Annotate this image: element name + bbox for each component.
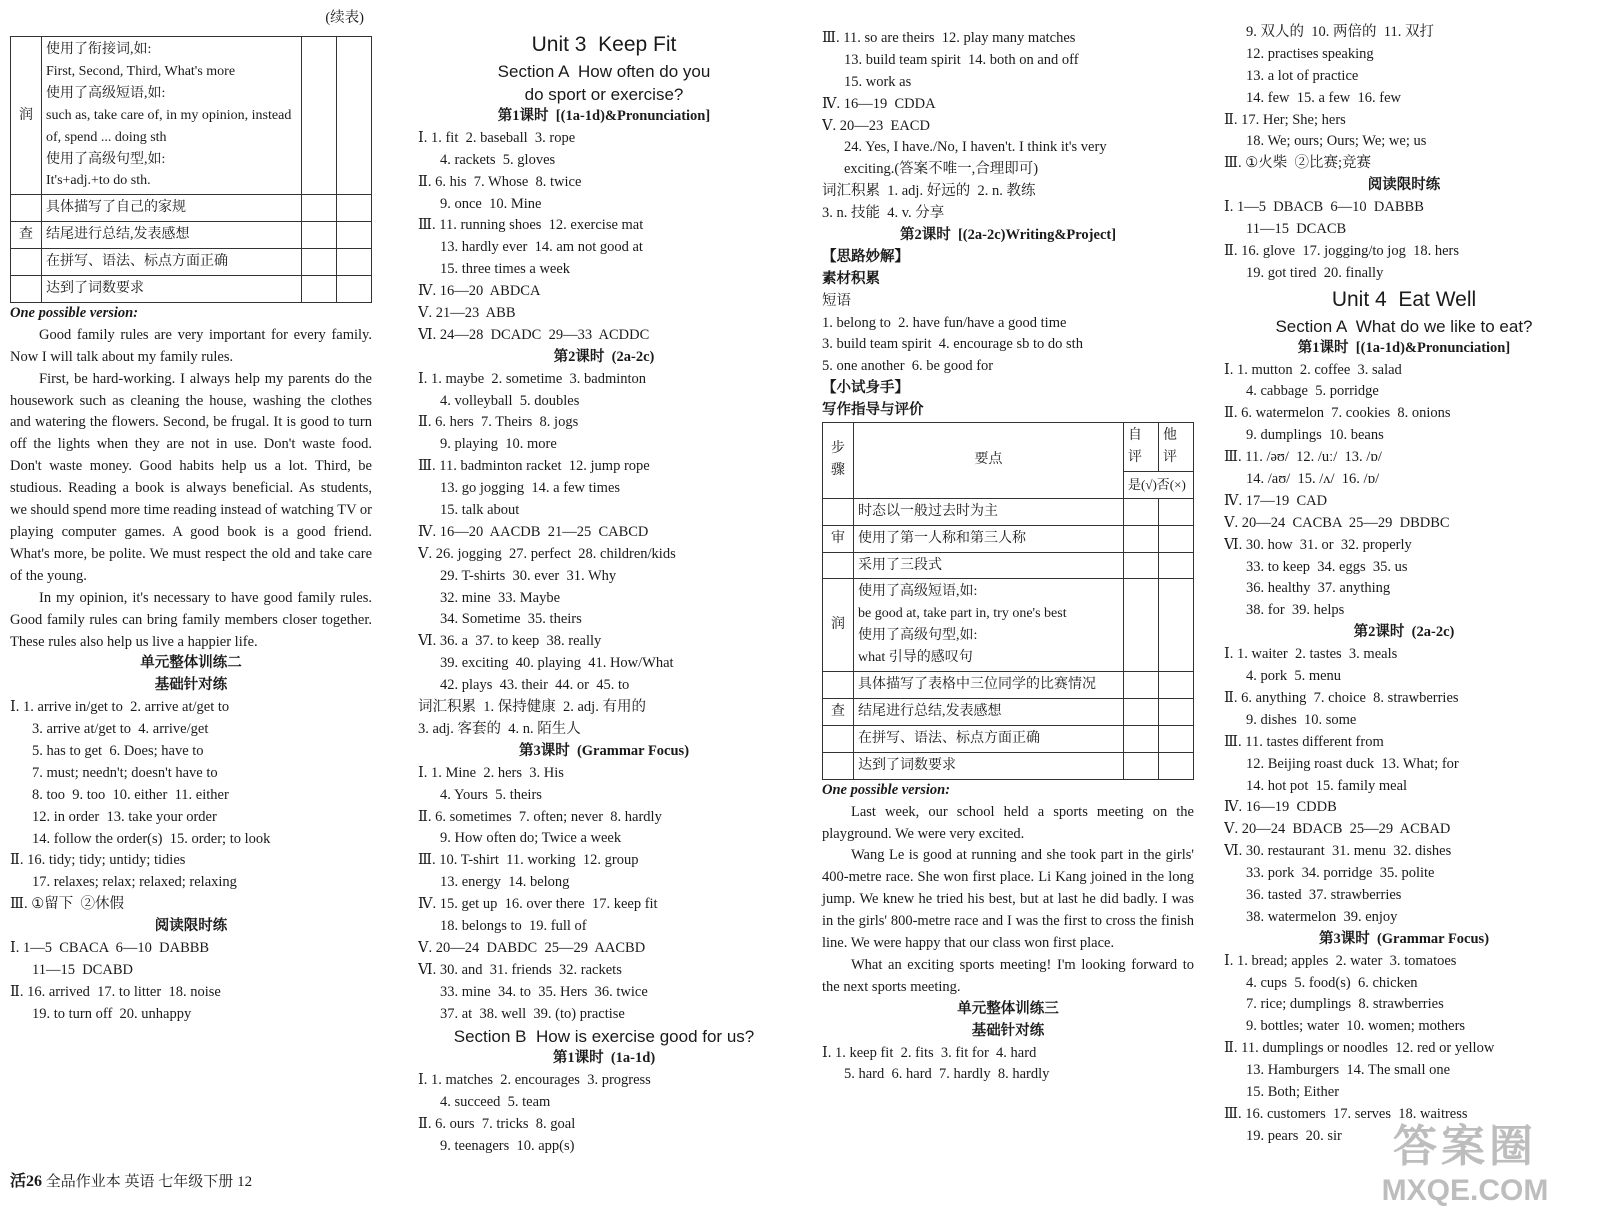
answer-line: 3. build team spirit 4. encourage sb to do sth — [822, 336, 1083, 353]
answer-line: 7. rice; dumplings 8. strawberries — [1246, 996, 1444, 1013]
book-name: 全品作业本 — [45, 1174, 121, 1190]
step-label — [823, 672, 854, 699]
table-header-other: 他评 — [1159, 423, 1194, 472]
point-line: 使用了第一人称和第三人称 — [858, 530, 1026, 546]
point-line: 使用了高级短语,如: — [858, 584, 978, 600]
answer-line: Ⅰ. 1. arrive in/get to 2. arrive at/get to — [10, 699, 230, 716]
step-label — [823, 725, 854, 752]
evaluation-table — [10, 36, 372, 303]
lesson-heading: 第3课时 (Grammar Focus) — [518, 742, 690, 759]
answer-line: Ⅵ. 30. and 31. friends 32. rackets — [418, 961, 622, 978]
answer-line: Ⅰ. 1. fit 2. baseball 3. rope — [418, 129, 576, 146]
answer-line: Ⅲ. 11. running shoes 12. exercise mat — [418, 217, 644, 234]
answer-line: Ⅰ. 1. maybe 2. sometime 3. badminton — [418, 370, 647, 387]
point-line: 具体描写了表格中三位同学的比赛情况 — [858, 677, 1096, 693]
answer-line: Ⅳ. 16—20 ABDCA — [418, 283, 541, 300]
watermark-url: MXQE.COM — [1381, 1174, 1549, 1207]
peer-check-cell — [337, 249, 372, 276]
answer-line: 13. go jogging 14. a few times — [440, 480, 621, 497]
answer-line: 15. three times a week — [440, 261, 571, 278]
answer-line: 8. too 9. too 10. either 11. either — [32, 786, 229, 803]
section-title: Section B How is exercise good for us? — [453, 1027, 755, 1047]
answer-line: Ⅲ. ①留下 ②休假 — [10, 896, 124, 913]
point-line: 在拼写、语法、标点方面正确 — [858, 730, 1040, 746]
table-header-self: 自评 — [1124, 423, 1159, 472]
answer-line: 13. energy 14. belong — [440, 874, 570, 891]
self-check-cell — [1124, 725, 1159, 752]
step-label — [11, 276, 42, 303]
answer-line: Ⅰ. 1—5 DBACB 6—10 DABBB — [1224, 199, 1424, 216]
self-check-cell — [1124, 498, 1159, 525]
answer-line: 36. healthy 37. anything — [1246, 580, 1391, 597]
points-cell — [42, 222, 302, 249]
point-line: 在拼写、语法、标点方面正确 — [46, 254, 228, 270]
section-title: Section A What do we like to eat? — [1275, 316, 1533, 336]
answer-line: Ⅳ. 16—20 AACDB 21—25 CABCD — [418, 523, 649, 540]
answer-line: Ⅱ. 6. sometimes 7. often; never 8. hardly — [418, 808, 662, 825]
section-title: do sport or exercise? — [524, 85, 684, 104]
answer-line: 写作指导与评价 — [822, 402, 924, 419]
answer-line: 38. for 39. helps — [1246, 602, 1345, 619]
self-check-cell — [1124, 552, 1159, 579]
step-label — [823, 752, 854, 779]
answer-line: Ⅰ. 1. mutton 2. coffee 3. salad — [1224, 361, 1402, 378]
lesson-heading: 基础针对练 — [971, 1022, 1045, 1039]
table-row — [11, 276, 372, 303]
essay-paragraph: What an exciting sports meeting! I'm looking forward to the next sports meeting. — [822, 956, 1194, 995]
lesson-heading: 单元整体训练三 — [957, 1000, 1059, 1017]
answer-line: Ⅱ. 17. Her; She; hers — [1224, 111, 1346, 128]
answer-line: 3. adj. 客套的 4. n. 陌生人 — [418, 720, 581, 737]
answer-line: 词汇积累 1. 保持健康 2. adj. 有用的 — [418, 699, 646, 716]
peer-check-cell — [1159, 525, 1194, 552]
answer-line: 1. belong to 2. have fun/have a good time — [822, 314, 1067, 331]
table-row — [11, 195, 372, 222]
answer-line: Ⅳ. 15. get up 16. over there 17. keep fit — [418, 896, 658, 913]
answer-line: 14. /aʊ/ 15. /ʌ/ 16. /ɒ/ — [1246, 471, 1380, 488]
self-check-cell — [1124, 752, 1159, 779]
step-label: 查 — [11, 222, 42, 249]
point-line: First, Second, Third, What's more — [46, 63, 236, 79]
answer-line: Ⅴ. 20—24 DABDC 25—29 AACBD — [418, 939, 646, 956]
point-line: 达到了词数要求 — [858, 757, 956, 773]
answer-line: 33. to keep 34. eggs 35. us — [1246, 558, 1408, 575]
table-row — [823, 498, 1194, 525]
answer-line: Ⅰ. 1. waiter 2. tastes 3. meals — [1224, 646, 1398, 663]
subject: 英语 — [124, 1174, 155, 1190]
lesson-heading: 阅读限时练 — [1367, 177, 1441, 194]
self-check-cell — [1124, 699, 1159, 726]
point-line: 达到了词数要求 — [46, 281, 144, 297]
point-line: such as, take care of, in my opinion, instead of, spend ... doing sth — [46, 107, 292, 145]
points-cell — [854, 498, 1124, 525]
table-row — [823, 699, 1194, 726]
answer-line: Ⅱ. 16. glove 17. jogging/to jog 18. hers — [1224, 242, 1459, 259]
answer-line: 9. once 10. Mine — [440, 195, 542, 212]
step-label: 查 — [823, 699, 854, 726]
answer-line: Ⅲ. 10. T-shirt 11. working 12. group — [418, 852, 639, 869]
point-line: 结尾进行总结,发表感想 — [46, 227, 190, 243]
point-line: what 引导的感叹句 — [858, 650, 973, 666]
points-cell — [854, 579, 1124, 672]
points-cell — [42, 249, 302, 276]
answer-line: Ⅲ. 11. tastes different from — [1224, 733, 1384, 750]
answer-line: Ⅵ. 30. restaurant 31. menu 32. dishes — [1224, 843, 1452, 860]
answer-line: exciting.(答案不唯一,合理即可) — [844, 161, 1039, 178]
table-row — [11, 37, 372, 195]
answer-line: 5. has to get 6. Does; have to — [32, 743, 204, 760]
answer-line: 42. plays 43. their 44. or 45. to — [440, 677, 630, 694]
answer-line: 13. build team spirit 14. both on and off — [844, 51, 1079, 68]
answer-line: 11—15 DCACB — [1246, 221, 1347, 238]
self-check-cell — [1124, 525, 1159, 552]
answer-line: 11—15 DCABD — [32, 961, 133, 978]
points-cell — [42, 37, 302, 195]
grade: 七年级下册 — [158, 1174, 234, 1190]
lesson-heading: 单元整体训练二 — [140, 655, 242, 672]
lesson-heading: 第2课时 (2a-2c) — [553, 348, 655, 365]
answer-line: Ⅰ. 1. Mine 2. hers 3. His — [418, 764, 564, 781]
answer-line: 32. mine 33. Maybe — [440, 589, 561, 606]
point-line: be good at, take part in, try one's best — [858, 606, 1067, 622]
answer-line: 19. to turn off 20. unhappy — [32, 1005, 192, 1022]
self-check-cell — [302, 222, 337, 249]
self-check-cell — [302, 249, 337, 276]
points-cell — [854, 525, 1124, 552]
answer-line: Ⅲ. ①火柴 ②比赛;竞赛 — [1224, 155, 1372, 172]
answer-line: Ⅳ. 16—19 CDDB — [1224, 799, 1337, 816]
point-line: It's+adj.+to do sth. — [46, 173, 151, 189]
column-3 — [822, 28, 1194, 1086]
answer-line: 14. follow the order(s) 15. order; to look — [32, 830, 271, 847]
answer-line: 4. rackets 5. gloves — [440, 151, 556, 168]
answer-line: Ⅱ. 6. anything 7. choice 8. strawberries — [1224, 689, 1459, 706]
answer-line: 12. practises speaking — [1246, 45, 1374, 62]
answer-line: 词汇积累 1. adj. 好远的 2. n. 教练 — [822, 183, 1036, 200]
answer-line: 24. Yes, I have./No, I haven't. I think it's very — [844, 139, 1107, 156]
peer-check-cell — [337, 222, 372, 249]
answer-line: 15. talk about — [440, 502, 520, 519]
answer-line: Ⅰ. 1. bread; apples 2. water 3. tomatoes — [1224, 952, 1457, 969]
peer-check-cell — [1159, 725, 1194, 752]
answer-line: Ⅴ. 21—23 ABB — [418, 305, 516, 322]
lesson-heading: 第2课时 (2a-2c) — [1353, 624, 1455, 641]
essay-paragraph: First, be hard-working. I always help my parents do the housework such as cleaning the house, washing the clothes and watering the flowers. Second, be frugal. It is good to turn off the lights when they are not in use. Don't waste food. Don't waste money. Good habits help us a lot. Third, be studious. Reading a book is always beneficial. As students, we should spend more time reading instead of watching TV or playing computer games. A good book is a good friend. What's more, be polite. We must respect the old and take care of the young. — [10, 370, 372, 584]
table-row — [823, 525, 1194, 552]
answer-line: Ⅵ. 24—28 DCADC 29—33 ACDDC — [418, 326, 650, 343]
point-line: 使用了高级句型,如: — [46, 151, 166, 167]
continued-label: (续表) — [325, 10, 364, 26]
answer-line: 9. teenagers 10. app(s) — [440, 1137, 575, 1154]
answer-line: Ⅳ. 17—19 CAD — [1224, 492, 1328, 509]
answer-line: Ⅱ. 6. hers 7. Theirs 8. jogs — [418, 414, 579, 431]
lesson-heading: 阅读限时练 — [154, 918, 228, 935]
answer-line: 短语 — [822, 292, 851, 309]
watermark-logo — [1350, 1110, 1580, 1220]
answer-line: Ⅵ. 36. a 37. to keep 38. really — [418, 633, 602, 650]
answer-line: 14. hot pot 15. family meal — [1246, 777, 1408, 794]
answer-line: Ⅰ. 1. keep fit 2. fits 3. fit for 4. hard — [822, 1044, 1037, 1061]
essay-paragraph: Wang Le is good at running and she took part in the girls' 400-metre race. She won first place. Li Kang joined in the long jump. We knew he tried his best, but at last he did badly. I was in the girls' 800-metre race and I was the first to cross the finish line. We were happy that our class won first place. — [822, 847, 1194, 952]
answer-line: 3. arrive at/get to 4. arrive/get — [32, 721, 209, 738]
point-line: 使用了衔接词,如: — [46, 42, 152, 57]
points-cell — [42, 276, 302, 303]
answer-line: 4. Yours 5. theirs — [440, 786, 542, 803]
table-header-points: 要点 — [854, 423, 1124, 499]
answer-line: 17. relaxes; relax; relaxed; relaxing — [32, 874, 237, 891]
essay-paragraph: Good family rules are very important for every family. Now I will talk about my family rules. — [10, 326, 372, 365]
answer-line: 13. hardly ever 14. am not good at — [440, 239, 643, 256]
answer-line: 【思路妙解】 — [822, 248, 909, 265]
table-header-yesno: 是(√)否(×) — [1124, 471, 1194, 498]
evaluation-table — [822, 422, 1194, 780]
answer-line: 5. one another 6. be good for — [822, 358, 994, 375]
answer-line: Ⅱ. 16. arrived 17. to litter 18. noise — [10, 983, 221, 1000]
table-row — [823, 579, 1194, 672]
step-label — [11, 249, 42, 276]
version-label: One possible version: — [822, 781, 951, 798]
point-line: 结尾进行总结,发表感想 — [858, 704, 1002, 719]
table-row — [823, 725, 1194, 752]
lesson-heading: 第2课时 [(2a-2c)Writing&Project] — [899, 227, 1117, 244]
lesson-heading: 第1课时 (1a-1d) — [552, 1050, 656, 1067]
peer-check-cell — [337, 276, 372, 303]
unit-title: Unit 3 Keep Fit — [531, 33, 677, 56]
answer-line: 18. We; ours; Ours; We; we; us — [1246, 133, 1427, 150]
watermark-text: 答案圈 — [1393, 1122, 1537, 1171]
answer-line: 15. work as — [844, 73, 912, 90]
step-label — [823, 498, 854, 525]
self-check-cell — [302, 276, 337, 303]
answer-line: 4. pork 5. menu — [1246, 668, 1342, 685]
answer-line: 39. exciting 40. playing 41. How/What — [440, 655, 674, 672]
answer-line: Ⅴ. 26. jogging 27. perfect 28. children/kids — [418, 545, 676, 562]
answer-line: 29. T-shirts 30. ever 31. Why — [440, 567, 617, 584]
point-line: 使用了高级短语,如: — [46, 85, 166, 101]
table-row — [823, 752, 1194, 779]
footer-num: 12 — [237, 1174, 253, 1190]
answer-line: Ⅱ. 6. watermelon 7. cookies 8. onions — [1224, 405, 1451, 422]
answer-line: Ⅱ. 11. dumplings or noodles 12. red or yellow — [1224, 1040, 1495, 1057]
column-4 — [1224, 22, 1584, 1148]
answer-line: Ⅱ. 6. ours 7. tricks 8. goal — [418, 1116, 576, 1133]
answer-line: 14. few 15. a few 16. few — [1246, 89, 1402, 106]
answer-line: 36. tasted 37. strawberries — [1246, 886, 1402, 903]
answer-line: Ⅴ. 20—24 CACBA 25—29 DBDBC — [1224, 514, 1450, 531]
points-cell — [854, 725, 1124, 752]
self-check-cell — [1124, 672, 1159, 699]
answer-line: 9. How often do; Twice a week — [440, 830, 622, 847]
answer-line: 4. cabbage 5. porridge — [1246, 383, 1379, 400]
answer-line: 12. in order 13. take your order — [32, 808, 217, 825]
answer-line: 38. watermelon 39. enjoy — [1246, 908, 1398, 925]
answer-line: 13. Hamburgers 14. The small one — [1246, 1062, 1451, 1079]
points-cell — [854, 672, 1124, 699]
answer-line: 4. cups 5. food(s) 6. chicken — [1246, 974, 1418, 991]
answer-line: 素材积累 — [822, 270, 880, 287]
peer-check-cell — [1159, 498, 1194, 525]
table-row — [11, 249, 372, 276]
self-check-cell — [1124, 579, 1159, 672]
essay-paragraph: In my opinion, it's necessary to have good family rules. Good family rules can bring family members closer together. These rules also help us live a happier life. — [10, 589, 372, 650]
answer-line: 19. got tired 20. finally — [1246, 264, 1384, 281]
lesson-heading: 第3课时 (Grammar Focus) — [1318, 930, 1490, 947]
unit-title: Unit 4 Eat Well — [1331, 287, 1477, 311]
essay-paragraph: Last week, our school held a sports meeting on the playground. We were very excited. — [822, 803, 1194, 842]
answer-line: Ⅰ. 1. matches 2. encourages 3. progress — [418, 1072, 651, 1089]
step-label: 润 — [11, 37, 42, 195]
version-label: One possible version: — [10, 304, 139, 321]
answer-line: 9. playing 10. more — [440, 436, 557, 453]
answer-line: 18. belongs to 19. full of — [440, 917, 587, 934]
answer-line: 13. a lot of practice — [1246, 67, 1359, 84]
table-row — [823, 672, 1194, 699]
answer-line: 【小试身手】 — [822, 380, 909, 397]
answer-line: Ⅲ. 11. badminton racket 12. jump rope — [418, 458, 650, 475]
answer-line: Ⅲ. 11. /əʊ/ 12. /uː/ 13. /ɒ/ — [1224, 449, 1382, 466]
self-check-cell — [302, 37, 337, 195]
column-1 — [10, 10, 372, 1026]
answer-line: 33. mine 34. to 35. Hers 36. twice — [440, 983, 648, 1000]
answer-line: Ⅱ. 6. his 7. Whose 8. twice — [418, 173, 582, 190]
peer-check-cell — [1159, 699, 1194, 726]
page-number: 活26 — [10, 1173, 43, 1190]
point-line: 采用了三段式 — [858, 557, 942, 573]
table-row — [11, 222, 372, 249]
lesson-heading: 基础针对练 — [154, 677, 228, 694]
answer-line: Ⅳ. 16—19 CDDA — [822, 95, 936, 112]
step-label: 润 — [823, 579, 854, 672]
page-footer — [10, 1168, 252, 1191]
answer-line: Ⅱ. 16. tidy; tidy; untidy; tidies — [10, 852, 186, 869]
answer-line: Ⅰ. 1—5 CBACA 6—10 DABBB — [10, 940, 210, 957]
answer-line: 12. Beijing roast duck 13. What; for — [1246, 755, 1459, 772]
table-header-step: 步骤 — [823, 423, 854, 499]
answer-line: 3. n. 技能 4. v. 分享 — [822, 205, 945, 222]
points-cell — [854, 752, 1124, 779]
peer-check-cell — [1159, 579, 1194, 672]
step-label: 审 — [823, 525, 854, 552]
section-title: Section A How often do you — [497, 62, 711, 81]
answer-line: 9. 双人的 10. 两倍的 11. 双打 — [1246, 24, 1434, 40]
answer-line: 15. Both; Either — [1246, 1083, 1340, 1100]
column-2 — [418, 30, 790, 1158]
lesson-heading: 第1课时 [(1a-1d)&Pronunciation] — [497, 108, 711, 124]
answer-line: 9. bottles; water 10. women; mothers — [1246, 1018, 1466, 1035]
answer-line: Ⅴ. 20—23 EACD — [822, 117, 930, 134]
peer-check-cell — [337, 195, 372, 222]
lesson-heading: 第1课时 [(1a-1d)&Pronunciation] — [1297, 339, 1511, 356]
points-cell — [854, 699, 1124, 726]
point-line: 具体描写了自己的家规 — [46, 200, 186, 216]
answer-line: 34. Sometime 35. theirs — [440, 611, 582, 628]
peer-check-cell — [1159, 752, 1194, 779]
answer-line: 33. pork 34. porridge 35. polite — [1246, 865, 1435, 882]
peer-check-cell — [1159, 552, 1194, 579]
table-row — [823, 552, 1194, 579]
answer-line: 9. dishes 10. some — [1246, 711, 1357, 728]
answer-line: Ⅲ. 11. so are theirs 12. play many matches — [822, 30, 1076, 46]
step-label — [11, 195, 42, 222]
answer-line: Ⅵ. 30. how 31. or 32. properly — [1224, 536, 1412, 553]
answer-line: 4. volleyball 5. doubles — [440, 392, 580, 409]
point-line: 使用了高级句型,如: — [858, 628, 978, 644]
self-check-cell — [302, 195, 337, 222]
answer-line: Ⅴ. 20—24 BDACB 25—29 ACBAD — [1224, 821, 1451, 838]
answer-line: 9. dumplings 10. beans — [1246, 427, 1384, 444]
points-cell — [854, 552, 1124, 579]
answer-line: 7. must; needn't; doesn't have to — [32, 764, 218, 781]
peer-check-cell — [1159, 672, 1194, 699]
answer-line: 37. at 38. well 39. (to) practise — [440, 1005, 625, 1022]
step-label — [823, 552, 854, 579]
answer-line: 19. pears 20. sir — [1246, 1127, 1342, 1144]
point-line: 时态以一般过去时为主 — [858, 503, 998, 519]
answer-line: Ⅲ. 16. customers 17. serves 18. waitress — [1224, 1105, 1468, 1122]
points-cell — [42, 195, 302, 222]
peer-check-cell — [337, 37, 372, 195]
answer-line: 4. succeed 5. team — [440, 1094, 551, 1111]
answer-line: 5. hard 6. hard 7. hardly 8. hardly — [844, 1066, 1050, 1083]
